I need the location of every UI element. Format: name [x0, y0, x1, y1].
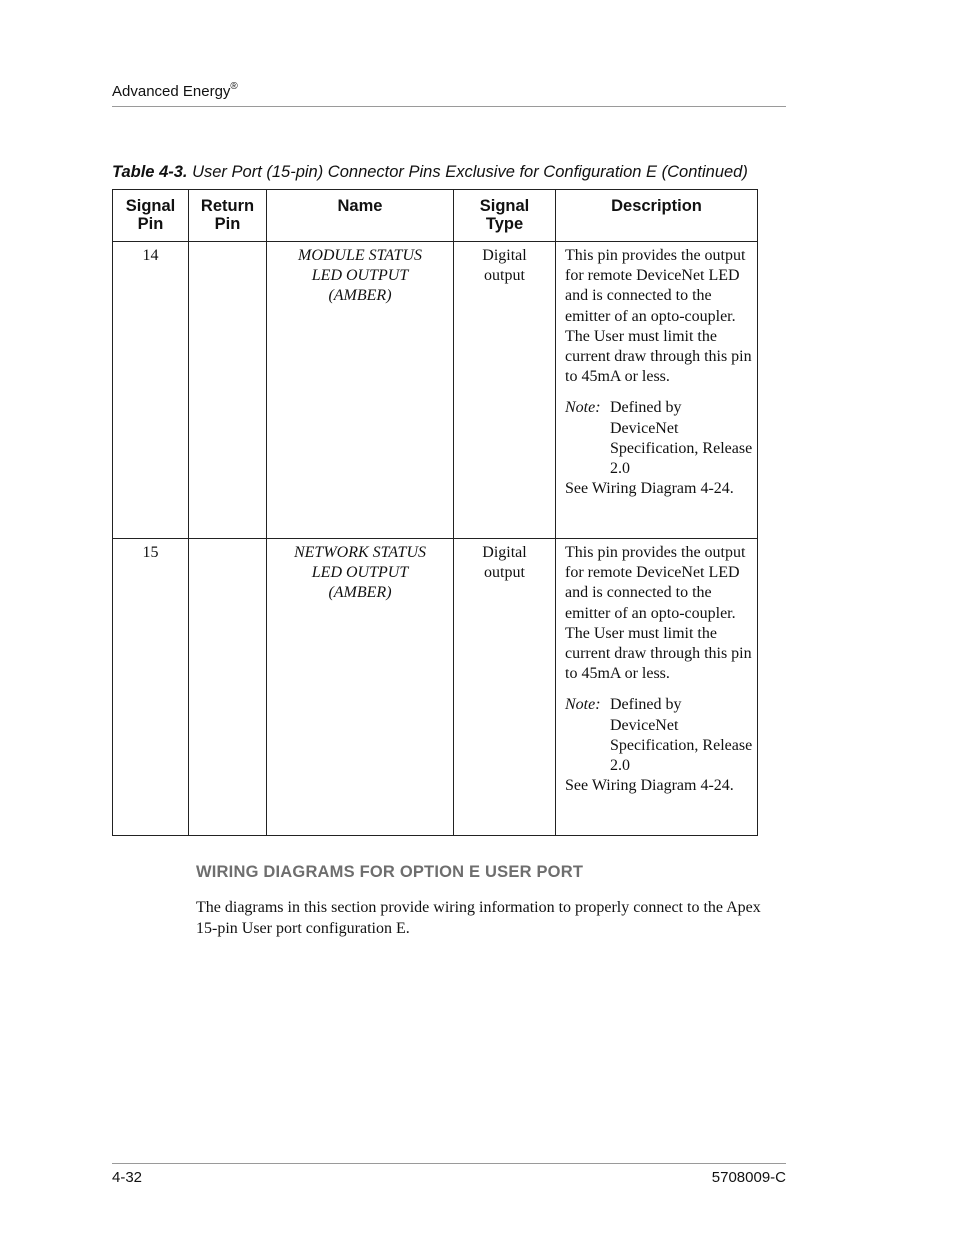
header-brand: [112, 82, 238, 100]
cell-return-pin: [189, 242, 267, 539]
col-signal-pin: Signal Pin: [113, 190, 189, 242]
table-row: [113, 539, 758, 836]
table-caption-title: User Port (15-pin) Connector Pins Exclusive for Configuration E (Continued): [192, 163, 748, 181]
table-caption-label: Table 4-3.: [112, 163, 188, 181]
cell-return-pin: [189, 539, 267, 836]
note: [565, 398, 753, 479]
description-text: This pin provides the output for remote DeviceNet LED and is connected to the emitter of an opto-coupler. The User must limit the current draw through this pin to 45mA or less.: [565, 247, 752, 386]
cell-signal-pin: 15: [113, 539, 189, 836]
note-text: Defined by DeviceNet Specification, Release 2.0: [610, 696, 753, 775]
document-number: 5708009-C: [711, 1169, 786, 1186]
col-return-pin: Return Pin: [189, 190, 267, 242]
description-text: This pin provides the output for remote DeviceNet LED and is connected to the emitter of an opto-coupler. The User must limit the current draw through this pin to 45mA or less.: [565, 544, 752, 683]
col-name: Name: [267, 190, 454, 242]
registered-mark: ®: [230, 81, 238, 92]
table-caption: [112, 163, 748, 182]
cell-description: [556, 242, 758, 539]
connector-pin-table: [112, 189, 758, 836]
see-wiring-diagram: See Wiring Diagram 4-24.: [565, 480, 734, 498]
footer-rule: [112, 1163, 786, 1164]
header-rule: [112, 106, 786, 107]
cell-description: [556, 539, 758, 836]
col-signal-type: Signal Type: [454, 190, 556, 242]
table-row: [113, 242, 758, 539]
note-label: Note:: [565, 399, 601, 417]
cell-signal-pin: 14: [113, 242, 189, 539]
col-description: Description: [556, 190, 758, 242]
page-number: 4-32: [112, 1169, 143, 1186]
section-heading: WIRING DIAGRAMS FOR OPTION E USER PORT: [196, 863, 584, 881]
note-label: Note:: [565, 696, 601, 714]
note: [565, 695, 753, 776]
table-header-row: [113, 190, 758, 242]
see-wiring-diagram: See Wiring Diagram 4-24.: [565, 777, 734, 795]
note-text: Defined by DeviceNet Specification, Release 2.0: [610, 399, 753, 478]
cell-name: MODULE STATUS LED OUTPUT (AMBER): [267, 242, 454, 539]
brand-name: Advanced Energy: [112, 83, 231, 100]
cell-name: NETWORK STATUS LED OUTPUT (AMBER): [267, 539, 454, 836]
cell-signal-type: Digital output: [454, 242, 556, 539]
section-body: The diagrams in this section provide wiring information to properly connect to the Apex 15-pin User port configuration E.: [196, 899, 761, 937]
cell-signal-type: Digital output: [454, 539, 556, 836]
